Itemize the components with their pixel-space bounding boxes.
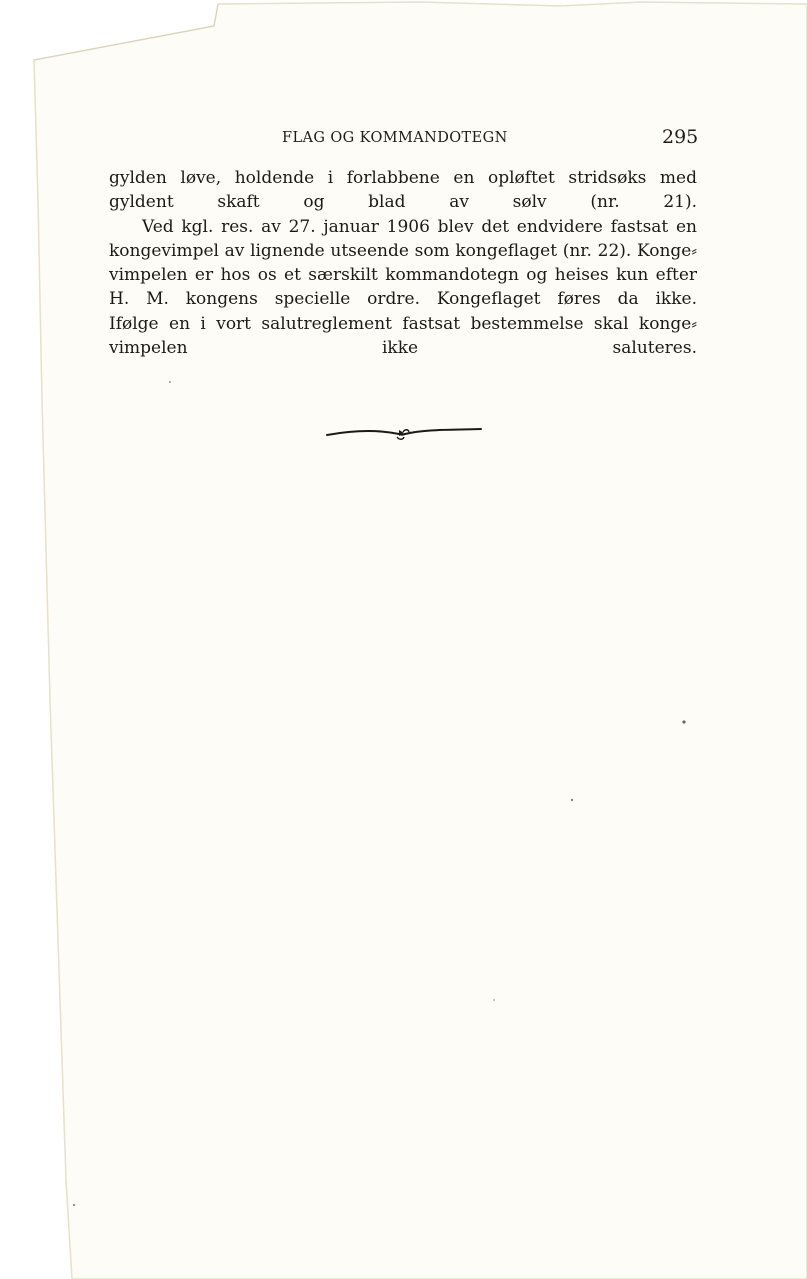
text-line: Ifølge en i vort salutreglement fastsat bestemmelse skal konge⸗ bbox=[109, 313, 697, 334]
text-line: kongevimpel av lignende utseende som kongeflaget (nr. 22). Konge⸗ bbox=[109, 240, 697, 261]
page-number: 295 bbox=[662, 126, 699, 148]
running-head bbox=[0, 124, 807, 154]
text-line: vimpelen er hos os et særskilt kommandotegn og heises kun efter bbox=[109, 265, 697, 286]
paragraph bbox=[109, 215, 697, 361]
text-line: Ved kgl. res. av 27. januar 1906 blev det endvidere fastsat en bbox=[142, 216, 697, 237]
text-line: gylden løve, holdende i forlabbene en opløftet stridsøks med bbox=[109, 168, 697, 188]
running-head-title: FLAG OG KOMMANDOTEGN bbox=[282, 130, 508, 146]
text-line: H. M. kongens specielle ordre. Kongeflaget føres da ikke. bbox=[109, 289, 697, 310]
paragraph bbox=[109, 166, 697, 215]
body-text bbox=[109, 166, 697, 360]
text-line: gyldent skaft og blad av sølv (nr. 21). bbox=[109, 192, 697, 213]
ornamental-rule-icon bbox=[325, 423, 483, 443]
text-line: vimpelen ikke saluteres. bbox=[109, 338, 697, 359]
